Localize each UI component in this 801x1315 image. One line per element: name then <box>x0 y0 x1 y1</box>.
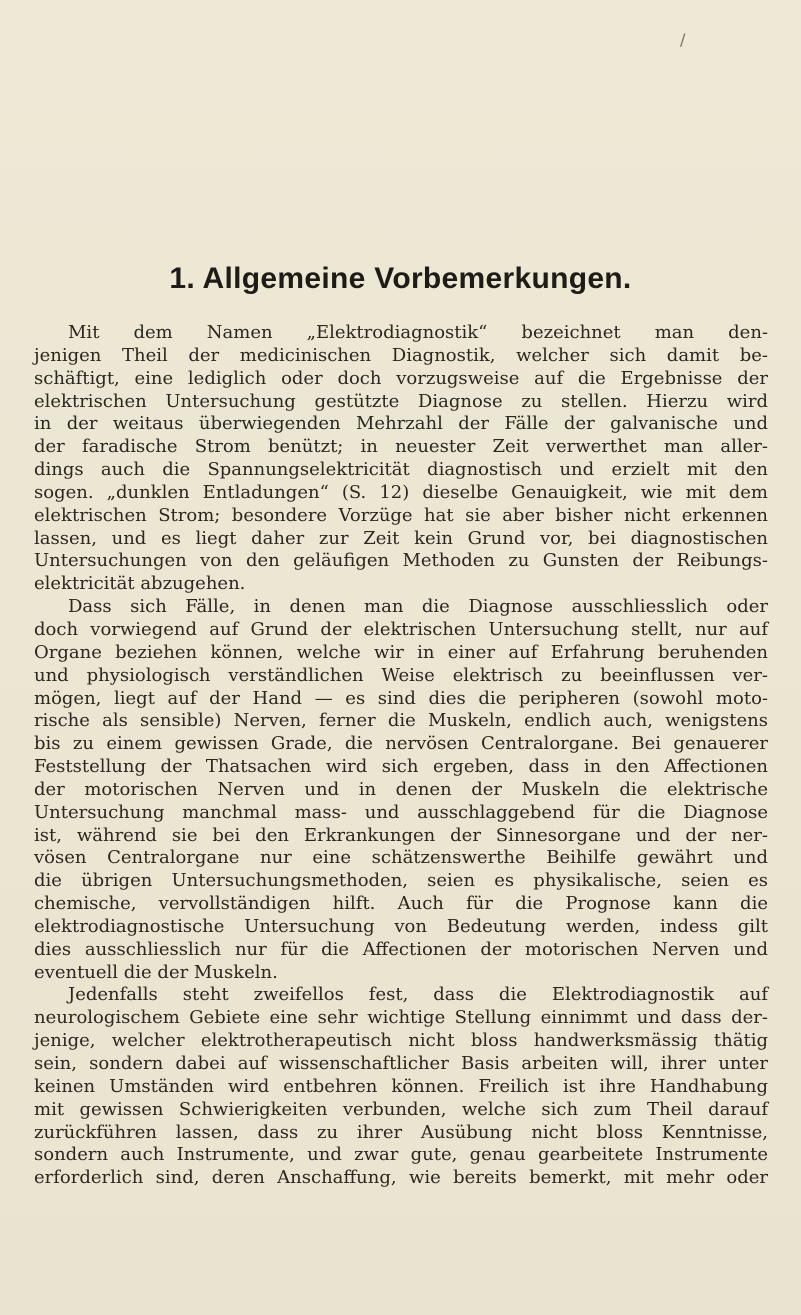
text-line: der faradische Strom benützt; in neuester Zeit verwerthet man aller- <box>34 436 768 458</box>
text-line: zurückführen lassen, dass zu ihrer Ausübung nicht bloss Kenntnisse, <box>34 1121 768 1143</box>
text-line: erforderlich sind, deren Anschaffung, wie bereits bemerkt, mit mehr oder <box>34 1167 768 1189</box>
text-line: jenige, welcher elektrotherapeutisch nicht bloss handwerksmässig thätig <box>34 1030 768 1052</box>
body-text <box>34 322 768 1190</box>
text-line: Dass sich Fälle, in denen man die Diagnose ausschliesslich oder <box>68 596 768 618</box>
text-line: elektrischen Strom; besondere Vorzüge hat sie aber bisher nicht erkennen <box>34 504 768 526</box>
text-line: Organe beziehen können, welche wir in einer auf Erfahrung beruhenden <box>34 641 768 663</box>
text-line: sein, sondern dabei auf wissenschaftlicher Basis arbeiten will, ihrer unter <box>34 1053 768 1074</box>
text-line: rische als sensible) Nerven, ferner die Muskeln, endlich auch, wenigstens <box>34 710 768 732</box>
text-line: Untersuchung manchmal mass- und ausschlaggebend für die Diagnose <box>34 801 768 823</box>
text-line: in der weitaus überwiegenden Mehrzahl der Fälle der galvanische und <box>34 413 768 435</box>
text-line: chemische, vervollständigen hilft. Auch für die Prognose kann die <box>34 893 768 915</box>
text-line: der motorischen Nerven und in denen der Muskeln die elektrische <box>34 778 768 800</box>
paragraph <box>34 596 768 984</box>
text-line: jenigen Theil der medicinischen Diagnostik, welcher sich damit be- <box>34 344 768 366</box>
text-line: Jedenfalls steht zweifellos fest, dass die Elektrodiagnostik auf <box>68 984 768 1006</box>
text-line: mit gewissen Schwierigkeiten verbunden, welche sich zum Theil darauf <box>34 1098 768 1120</box>
text-line: Feststellung der Thatsachen wird sich ergeben, dass in den Affectionen <box>34 756 768 778</box>
paragraph <box>34 322 768 596</box>
paragraph <box>34 984 768 1190</box>
text-line: keinen Umständen wird entbehren können. Freilich ist ihre Handhabung <box>34 1075 768 1097</box>
text-line: vösen Centralorgane nur eine schätzenswerthe Beihilfe gewährt und <box>34 847 768 869</box>
text-line: schäftigt, eine lediglich oder doch vorzugsweise auf die Ergebnisse der <box>34 367 768 389</box>
text-line: Untersuchungen von den geläufigen Methoden zu Gunsten der Reibungs- <box>34 550 768 572</box>
text-line: dies ausschliesslich nur für die Affectionen der motorischen Nerven und <box>34 938 768 960</box>
text-line: mögen, liegt auf der Hand — es sind dies die peripheren (sowohl moto- <box>34 687 768 709</box>
text-line: ist, während sie bei den Erkrankungen der Sinnesorgane und der ner- <box>34 824 768 846</box>
text-line: bis zu einem gewissen Grade, die nervösen Centralorgane. Bei genauerer <box>34 733 768 755</box>
page-corner-mark: / <box>680 30 686 49</box>
text-line: lassen, und es liegt daher zur Zeit kein Grund vor, bei diagnostischen <box>34 527 768 549</box>
text-line: die übrigen Untersuchungsmethoden, seien es physikalische, seien es <box>34 870 768 892</box>
text-line: elektrischen Untersuchung gestützte Diagnose zu stellen. Hierzu wird <box>34 390 768 412</box>
text-line: und physiologisch verständlichen Weise elektrisch zu beeinflussen ver- <box>34 664 768 686</box>
text-line: neurologischem Gebiete eine sehr wichtige Stellung einnimmt und dass der- <box>34 1007 768 1029</box>
text-line: dings auch die Spannungselektricität diagnostisch und erzielt mit den <box>34 459 768 481</box>
section-heading: 1. Allgemeine Vorbemerkungen. <box>169 262 632 295</box>
text-line: doch vorwiegend auf Grund der elektrischen Untersuchung stellt, nur auf <box>34 618 768 640</box>
text-line: sondern auch Instrumente, und zwar gute, genau gearbeitete Instrumente <box>34 1144 768 1166</box>
text-line: Mit dem Namen „Elektrodiagnostik“ bezeichnet man den- <box>68 322 768 343</box>
text-line: sogen. „dunklen Entladungen“ (S. 12) dieselbe Genauigkeit, wie mit dem <box>34 481 768 503</box>
text-line: elektricität abzugehen. <box>34 573 246 595</box>
text-line: eventuell die der Muskeln. <box>34 961 278 983</box>
text-line: elektrodiagnostische Untersuchung von Bedeutung werden, indess gilt <box>34 915 768 937</box>
